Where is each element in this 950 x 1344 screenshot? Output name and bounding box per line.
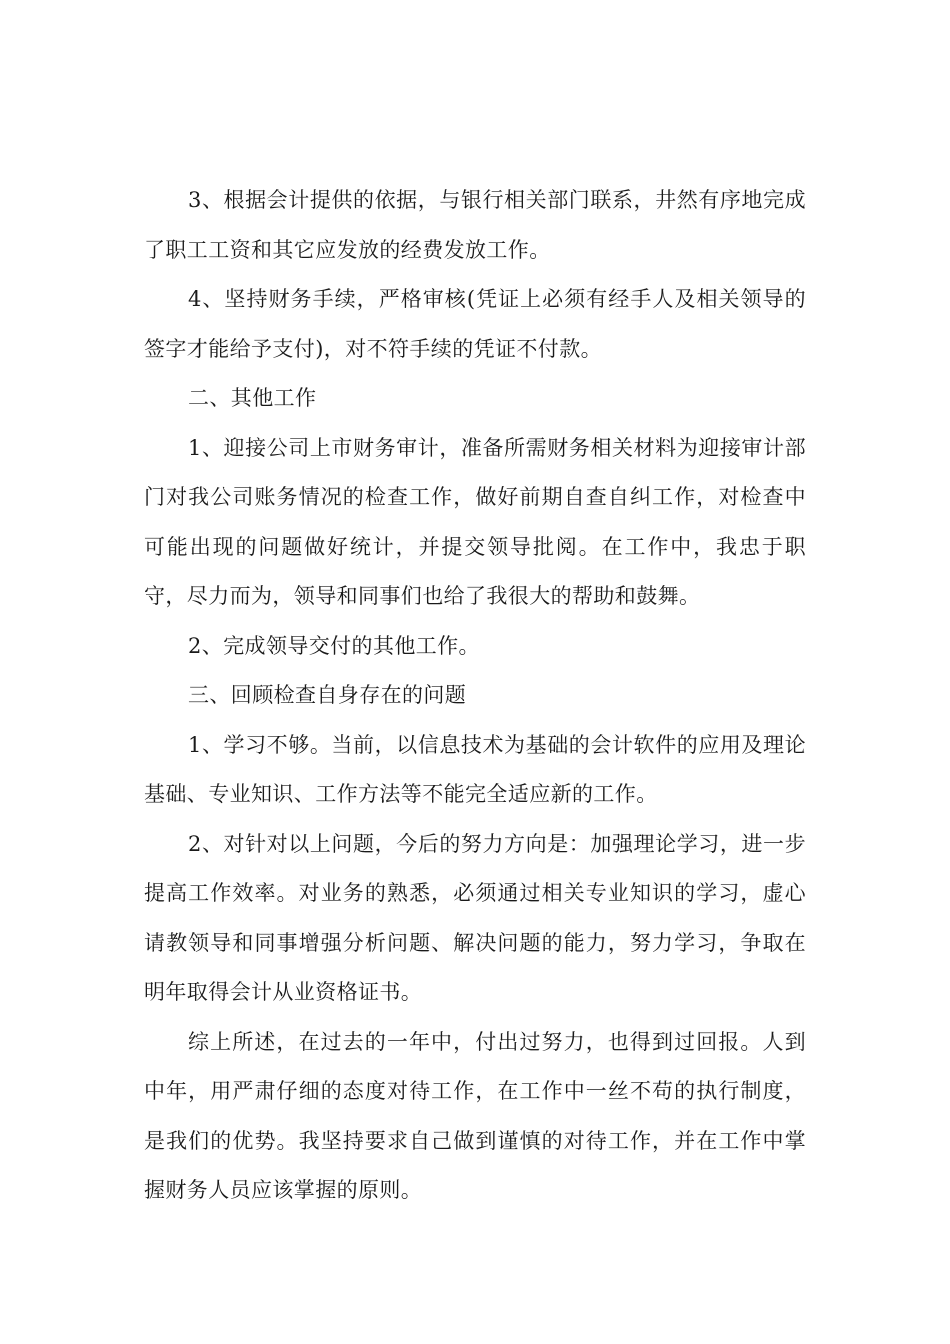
document-body bbox=[144, 176, 806, 1216]
paragraph-financial-procedures: 4、坚持财务手续，严格审核(凭证上必须有经手人及相关领导的签字才能给予支付)，对不符手续的凭证不付款。 bbox=[144, 287, 806, 361]
paragraph-summary: 综上所述，在过去的一年中，付出过努力，也得到过回报。人到中年，用严肃仔细的态度对待工作，在工作中一丝不苟的执行制度，是我们的优势。我坚持要求自己做到谨慎的对待工作，并在工作中掌握财务人员应该掌握的原则。 bbox=[144, 1029, 806, 1202]
paragraph-improvement-direction: 2、对针对以上问题，今后的努力方向是：加强理论学习，进一步提高工作效率。对业务的熟悉，必须通过相关专业知识的学习，虚心请教领导和同事增强分析问题、解决问题的能力，努力学习，争取在明年取得会计从业资格证书。 bbox=[144, 831, 806, 1004]
section-heading-other-work: 二、其他工作 bbox=[188, 386, 317, 410]
paragraph-audit-preparation: 1、迎接公司上市财务审计，准备所需财务相关材料为迎接审计部门对我公司账务情况的检查工作，做好前期自查自纠工作，对检查中可能出现的问题做好统计，并提交领导批阅。在工作中，我忠于职守，尽力而为，领导和同事们也给了我很大的帮助和鼓舞。 bbox=[144, 435, 806, 608]
paragraph-other-tasks: 2、完成领导交付的其他工作。 bbox=[188, 633, 480, 658]
paragraph-insufficient-study: 1、学习不够。当前，以信息技术为基础的会计软件的应用及理论基础、专业知识、工作方法等不能完全适应新的工作。 bbox=[144, 732, 806, 806]
section-heading-self-review: 三、回顾检查自身存在的问题 bbox=[188, 683, 467, 707]
paragraph-salary-payment: 3、根据会计提供的依据，与银行相关部门联系，井然有序地完成了职工工资和其它应发放的经费发放工作。 bbox=[144, 188, 806, 262]
